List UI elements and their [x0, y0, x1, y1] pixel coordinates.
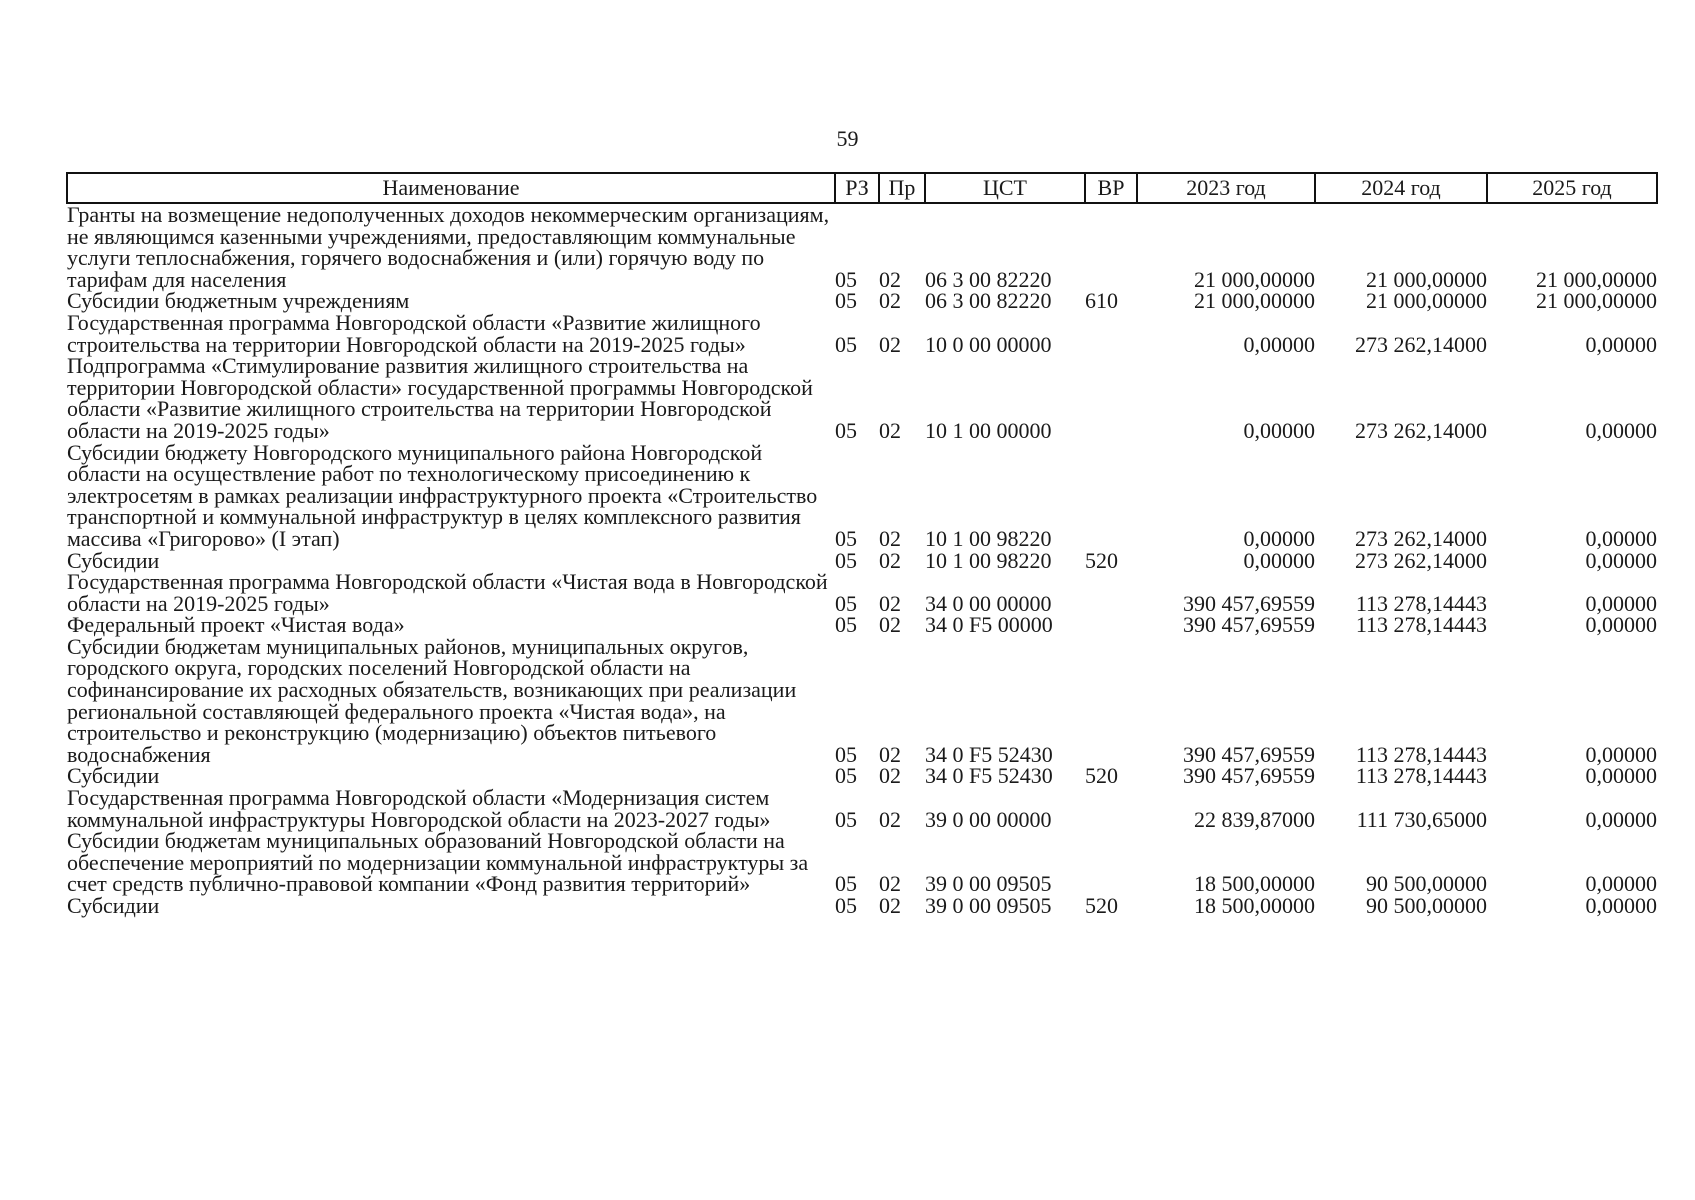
row-2024: 113 278,14443: [1355, 763, 1487, 789]
row-name: Государственная программа Новгородской области «Чистая вода в Новгородской области на 2019-2025 годы»: [67, 569, 828, 616]
row-2025: 0,00000: [1585, 547, 1657, 573]
row-2025: 0,00000: [1585, 763, 1657, 789]
header-name: Наименование: [67, 173, 835, 203]
row-rz: 05: [835, 590, 857, 616]
row-cst: 10 1 00 98220: [925, 525, 1052, 551]
row-vr: [1085, 787, 1137, 830]
row-name: Субсидии: [67, 763, 160, 789]
row-vr: [1085, 312, 1137, 355]
row-2024: 111 730,65000: [1356, 806, 1487, 832]
table-row: [67, 355, 1657, 441]
row-pr: 02: [879, 612, 901, 638]
row-2023: 18 500,00000: [1194, 871, 1315, 897]
row-cst: 06 3 00 82220: [925, 288, 1052, 314]
row-2024: 273 262,14000: [1355, 417, 1487, 443]
row-vr: [1085, 830, 1137, 895]
row-2023: 18 500,00000: [1194, 893, 1315, 918]
row-name: Субсидии: [67, 547, 160, 573]
row-cst: 39 0 00 09505: [925, 893, 1052, 918]
header-pr: Пр: [879, 173, 925, 203]
row-2024: 90 500,00000: [1366, 893, 1487, 918]
row-2024: 273 262,14000: [1355, 547, 1487, 573]
table-row: [67, 636, 1657, 766]
row-2024: 21 000,00000: [1366, 288, 1487, 314]
row-vr: 520: [1085, 763, 1118, 789]
row-vr: [1085, 355, 1137, 441]
row-rz: 05: [835, 741, 857, 767]
budget-table: [66, 172, 1658, 917]
page-number: 59: [836, 126, 859, 151]
row-rz: 05: [835, 331, 857, 357]
row-2025: 0,00000: [1585, 741, 1657, 767]
row-2023: 390 457,69559: [1183, 763, 1315, 789]
row-2023: 22 839,87000: [1194, 806, 1315, 832]
row-2025: 0,00000: [1585, 612, 1657, 638]
header-2025: 2025 год: [1487, 173, 1657, 203]
row-rz: 05: [835, 266, 857, 292]
table-body: [67, 203, 1657, 917]
header-2023: 2023 год: [1137, 173, 1315, 203]
row-rz: 05: [835, 893, 857, 918]
row-2025: 0,00000: [1585, 806, 1657, 832]
header-cst: ЦСТ: [925, 173, 1085, 203]
row-pr: 02: [879, 525, 901, 551]
row-rz: 05: [835, 525, 857, 551]
row-pr: 02: [879, 590, 901, 616]
row-2023: 390 457,69559: [1183, 612, 1315, 638]
row-2025: 0,00000: [1585, 331, 1657, 357]
row-2023: 0,00000: [1243, 417, 1315, 443]
row-2025: 0,00000: [1585, 871, 1657, 897]
row-pr: 02: [879, 547, 901, 573]
table-row: [67, 550, 1657, 572]
row-2023: 0,00000: [1243, 331, 1315, 357]
row-name: Субсидии бюджетам муниципальных образований Новгородской области на обеспечение мероприятий по модернизации коммунальной инфраструктуры за счет средств публично-правовой компании «Фонд развития территорий»: [67, 828, 809, 897]
table-row: [67, 442, 1657, 550]
row-name: Субсидии: [67, 893, 160, 918]
row-vr: 520: [1085, 547, 1118, 573]
row-vr: 520: [1085, 893, 1118, 918]
row-vr: [1085, 203, 1137, 290]
row-name: Субсидии бюджетным учреждениям: [67, 288, 410, 314]
row-2024: 113 278,14443: [1355, 612, 1487, 638]
row-cst: 39 0 00 00000: [925, 806, 1052, 832]
row-2024: 113 278,14443: [1355, 741, 1487, 767]
row-2025: 0,00000: [1585, 590, 1657, 616]
table-row: [67, 895, 1657, 917]
row-rz: 05: [835, 547, 857, 573]
row-cst: 34 0 F5 52430: [925, 763, 1053, 789]
row-cst: 10 1 00 00000: [925, 417, 1052, 443]
row-pr: 02: [879, 871, 901, 897]
row-2024: 273 262,14000: [1355, 525, 1487, 551]
row-2023: 21 000,00000: [1194, 266, 1315, 292]
row-cst: 34 0 F5 00000: [925, 612, 1053, 638]
header-vr: ВР: [1085, 173, 1137, 203]
row-cst: 34 0 00 00000: [925, 590, 1052, 616]
row-pr: 02: [879, 417, 901, 443]
row-rz: 05: [835, 871, 857, 897]
row-cst: 06 3 00 82220: [925, 266, 1052, 292]
row-pr: 02: [879, 266, 901, 292]
row-rz: 05: [835, 806, 857, 832]
row-name: Подпрограмма «Стимулирование развития жилищного строительства на территории Новгородской области» государственной программы Новгородской области «Развитие жилищного строительства на территории Новгородской области на 2019-2025 годы»: [67, 353, 813, 443]
row-pr: 02: [879, 331, 901, 357]
row-pr: 02: [879, 893, 901, 918]
row-2025: 21 000,00000: [1536, 266, 1657, 292]
row-cst: 10 0 00 00000: [925, 331, 1052, 357]
row-name: Государственная программа Новгородской области «Модернизация систем коммунальной инфраструктуры Новгородской области на 2023-2027 годы»: [67, 785, 771, 832]
row-rz: 05: [835, 763, 857, 789]
row-vr: [1085, 614, 1137, 636]
row-cst: 10 1 00 98220: [925, 547, 1052, 573]
row-rz: 05: [835, 288, 857, 314]
row-name: Государственная программа Новгородской области «Развитие жилищного строительства на территории Новгородской области на 2019-2025 годы»: [67, 309, 761, 357]
header-rz: РЗ: [835, 173, 879, 203]
row-2025: 0,00000: [1585, 525, 1657, 551]
row-pr: 02: [879, 288, 901, 314]
row-pr: 02: [879, 806, 901, 832]
row-2025: 21 000,00000: [1536, 288, 1657, 314]
table-row: [67, 765, 1657, 787]
row-vr: [1085, 636, 1137, 766]
row-2023: 21 000,00000: [1194, 288, 1315, 314]
row-2025: 0,00000: [1585, 893, 1657, 918]
row-name: Субсидии бюджету Новгородского муниципального района Новгородской области на осуществление работ по технологическому присоединению к электросетям в рамках реализации инфраструктурного проекта «Строительство транспортной и коммунальной инфраструктур в целях комплексного развития массива «Григорово» (I этап): [67, 439, 818, 551]
table-row: [67, 290, 1657, 312]
row-cst: 34 0 F5 52430: [925, 741, 1053, 767]
header-2024: 2024 год: [1315, 173, 1487, 203]
table-row: [67, 571, 1657, 614]
header-row: [67, 173, 1657, 203]
row-2024: 90 500,00000: [1366, 871, 1487, 897]
row-pr: 02: [879, 741, 901, 767]
row-2023: 0,00000: [1243, 525, 1315, 551]
table-row: [67, 312, 1657, 355]
row-2024: 273 262,14000: [1355, 331, 1487, 357]
row-vr: [1085, 442, 1137, 550]
table-row: [67, 787, 1657, 830]
row-rz: 05: [835, 612, 857, 638]
row-name: Гранты на возмещение недополученных доходов некоммерческим организациям, не являющимся казенными учреждениями, предоставляющим коммунальные услуги теплоснабжения, горячего водоснабжения и (или) горячую воду по тарифам для населения: [67, 202, 830, 292]
table-row: [67, 203, 1657, 290]
row-vr: 610: [1085, 288, 1118, 314]
row-name: Субсидии бюджетам муниципальных районов, муниципальных округов, городского округа, городских поселений Новгородской области на софинансирование их расходных обязательств, возникающих при реализации региональной составляющей федерального проекта «Чистая вода», на строительство и реконструкцию (модернизацию) объектов питьевого водоснабжения: [67, 633, 797, 767]
row-rz: 05: [835, 417, 857, 443]
row-2024: 113 278,14443: [1355, 590, 1487, 616]
row-vr: [1085, 571, 1137, 614]
row-2024: 21 000,00000: [1366, 266, 1487, 292]
row-2025: 0,00000: [1585, 417, 1657, 443]
row-pr: 02: [879, 763, 901, 789]
row-2023: 0,00000: [1243, 547, 1315, 573]
row-cst: 39 0 00 09505: [925, 871, 1052, 897]
row-2023: 390 457,69559: [1183, 741, 1315, 767]
table-row: [67, 614, 1657, 636]
row-2023: 390 457,69559: [1183, 590, 1315, 616]
table-header: [67, 173, 1657, 203]
row-name: Федеральный проект «Чистая вода»: [67, 612, 405, 638]
table-row: [67, 830, 1657, 895]
